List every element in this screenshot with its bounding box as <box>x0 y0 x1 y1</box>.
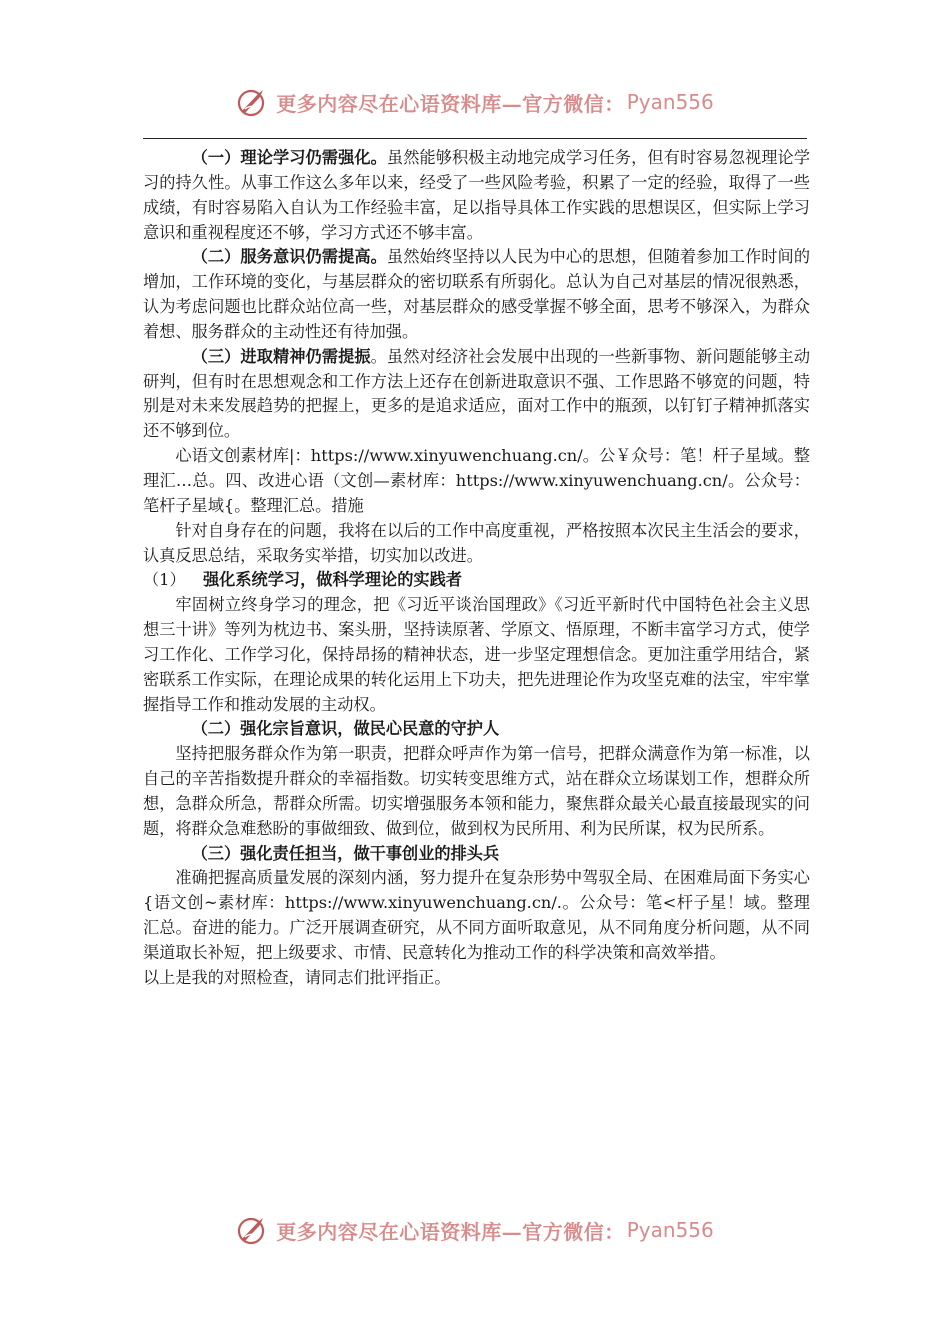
section-3-body: 。虽然对经济社会发展中出现的一些新事物、新问题能够主动研判，但有时在思想观念和工作方法上还存在创新进取意识不强、工作思路不够宽的问题，特别是对未来发展趋势的把握上，更多的是追求适应，面对工作中的瓶颈，以钉钉子精神抓落实还不够到位。 <box>143 346 811 441</box>
footer-banner-text: 更多内容尽在心语资料库—官方微信： <box>276 1219 625 1244</box>
footer-banner <box>0 1210 950 1250</box>
measures-intro: 针对自身存在的问题，我将在以后的工作中高度重视，严格按照本次民主生活会的要求，认真反思总结，采取务实举措，切实加以改进。 <box>143 520 810 565</box>
header-banner <box>0 82 950 122</box>
measure-3-body: 准确把握高质量发展的深刻内涵，努力提升在复杂形势中驾驭全局、在困难局面下务实心{语文创~素材库：https://www.xinyuwenchuang.cn/.。公众号：笔<杆子星！域。整理汇总。奋进的能力。广泛开展调查研究，从不同方面听取意见，从不同角度分析问题，从不同渠道取长补短，把上级要求、市情、民意转化为推动工作的科学决策和高效举措。 <box>143 868 810 962</box>
measure-1-heading <box>143 568 810 593</box>
measure-1-body: 牢固树立终身学习的理念，把《习近平谈治国理政》《习近平新时代中国特色社会主义思想三十讲》等列为枕边书、案头册，坚持读原著、学原文、悟原理，不断丰富学习方式，使学习工作化、工作学习化，保持昂扬的精神状态，进一步坚定理想信念。更加注重学用结合，紧密联系工作实际，在理论成果的转化运用上下功夫，把先进理论作为攻坚克难的法宝，牢牢掌握指导工作和推动发展的主动权。 <box>143 595 810 714</box>
section-3 <box>143 345 810 444</box>
section-2-title: （二）服务意识仍需提高。 <box>191 247 387 267</box>
section-1-title: （一）理论学习仍需强化。 <box>191 148 387 167</box>
measure-2-heading: （二）强化宗旨意识，做民心民意的守护人 <box>191 719 500 739</box>
footer-banner-wechat-id: Pyan556 <box>626 1218 714 1242</box>
section-3-title: （三）进取精神仍需提振 <box>191 346 371 366</box>
banner-wechat-id: Pyan556 <box>626 90 714 114</box>
section-2-body: 虽然始终坚持以人民为中心的思想，但随着参加工作时间的增加，工作环境的变化，与基层群众的密切联系有所弱化。总认为自己对基层的情况很熟悉，认为考虑问题也比群众站位高一些，对基层群众的感受掌握不够全面，思考不够深入，为群众着想、服务群众的主动性还有待加强。 <box>143 247 811 341</box>
ad-paragraph: 心语文创素材库|：https://www.xinyuwenchuang.cn/。公￥众号：笔！杆子星域。整理汇…总。四、改进心语（文创—素材库：https://www.xinyuwenchuang.cn/。公众号：笔杆子星域{。整理汇总。措施 <box>143 446 810 515</box>
measure-1-number: （1） <box>143 570 186 590</box>
section-2 <box>143 245 810 344</box>
section-1 <box>143 146 810 245</box>
banner-text: 更多内容尽在心语资料库—官方微信： <box>276 91 625 116</box>
measure-2-body: 坚持把服务群众作为第一职责，把群众呼声作为第一信号，把群众满意作为第一标准，以自己的辛苦指数提升群众的幸福指数。切实转变思维方式，站在群众立场谋划工作，想群众所想，急群众所急，帮群众所需。切实增强服务本领和能力，聚焦群众最关心最直接最现实的问题，将群众急难愁盼的事做细致、做到位，做到权为民所用、利为民所谋，权为民所系。 <box>143 744 810 838</box>
measure-3-heading: （三）强化责任担当，做干事创业的排头兵 <box>191 843 500 863</box>
section-1-body: 虽然能够积极主动地完成学习任务，但有时容易忽视理论学习的持久性。从事工作这么多年以来，经受了一些风险考验，积累了一定的经验，取得了一些成绩，有时容易陷入自认为工作经验丰富，足以指导具体工作实践的思想误区，但实际上学习意识和重视程度还不够，学习方式还不够丰富。 <box>143 148 811 242</box>
closing-line: 以上是我的对照检查，请同志们批评指正。 <box>143 967 451 987</box>
pen-logo-icon <box>236 85 270 119</box>
document-body <box>143 146 810 991</box>
measure-1-title: 强化系统学习，做科学理论的实践者 <box>203 570 462 590</box>
header-rule <box>143 138 807 139</box>
pen-logo-icon <box>236 1213 270 1247</box>
